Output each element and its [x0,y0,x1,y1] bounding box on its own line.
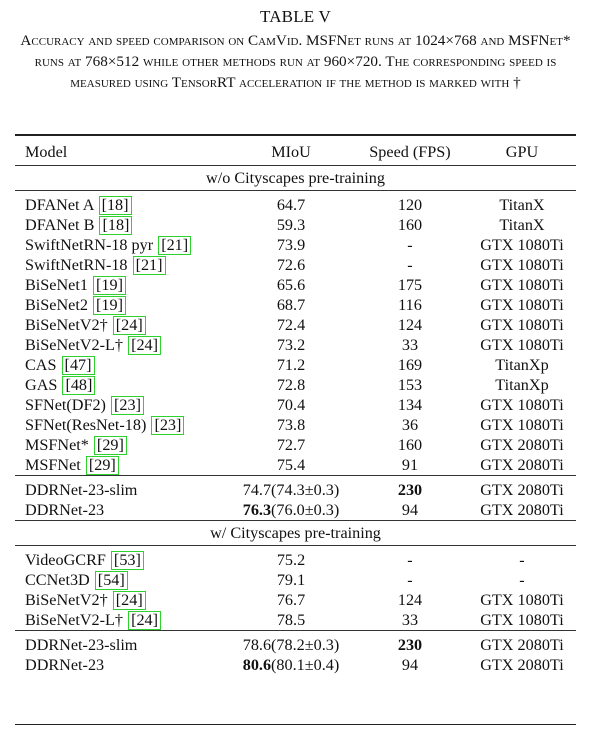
speed-cell: 116 [398,296,422,314]
gpu-cell: GTX 2080Ti [468,631,576,656]
gpu-cell: GTX 1080Ti [480,611,564,629]
citation-link[interactable]: [29] [86,456,119,475]
model-cell [15,355,230,375]
gpu-cell: GTX 1080Ti [480,236,564,254]
speed-cell [352,631,468,656]
citation-number: 47 [69,356,87,374]
gpu-cell: TitanX [468,191,576,216]
model-name: VideoGCRF [25,551,106,569]
miou-cell [230,500,352,521]
table-row [15,455,576,476]
gpu-cell: GTX 1080Ti [480,256,564,274]
gpu-cell: - [468,546,576,571]
miou-cell: 72.6 [276,256,306,274]
table-row [15,295,576,315]
miou-main: 78.6 [242,636,272,654]
gpu-cell: GTX 2080Ti [480,436,564,454]
citation-link[interactable]: [47] [62,356,95,375]
model-name: SFNet(DF2) [25,396,106,414]
model-cell [15,191,230,216]
speed-cell: 120 [352,191,468,216]
speed-value: 94 [401,501,419,519]
model-name: BiSeNetV2-L† [25,336,124,354]
table-row [15,570,576,590]
citation-number: 21 [166,236,183,254]
miou-main: 74.7 [242,481,272,499]
header-gpu: GPU [505,143,539,161]
miou-extra: (80.1±0.4) [271,656,340,674]
model-cell [15,255,230,275]
section-without-pretraining-label: w/o Cityscapes pre-training [15,166,576,191]
miou-cell: 70.4 [276,396,306,414]
results-table [15,139,576,675]
speed-cell: 33 [401,611,419,629]
miou-main: 80.6 [242,656,272,674]
miou-cell [230,631,352,656]
citation-link[interactable]: [18] [99,196,132,215]
miou-cell: 72.7 [276,436,306,454]
table-row [15,355,576,375]
section-with-pretraining-label: w/ Cityscapes pre-training [15,521,576,546]
miou-cell: 78.5 [276,611,306,629]
table-row [15,335,576,355]
speed-cell: - [407,236,413,254]
model-cell [15,215,230,235]
bottom-rule [15,724,576,725]
speed-cell: 169 [397,356,423,374]
gpu-cell: GTX 2080Ti [468,476,576,501]
table-row [15,500,576,521]
speed-cell [352,476,468,501]
model-cell [15,570,230,590]
citation-number: 18 [106,196,124,214]
miou-cell: 75.2 [230,546,352,571]
miou-cell [230,655,352,675]
model-cell [15,295,230,315]
miou-cell: 64.7 [230,191,352,216]
model-name: BiSeNet1 [25,276,88,294]
speed-value: 230 [397,481,423,499]
section-without-pretraining [15,166,576,191]
speed-cell: 160 [397,216,423,234]
model-name: DDRNet-23-slim [15,631,230,656]
model-name: BiSeNet2 [25,296,88,314]
speed-cell: 175 [397,276,423,294]
citation-link[interactable]: [21] [133,256,166,275]
table-row [15,215,576,235]
table-row [15,476,576,501]
model-name: DDRNet-23-slim [15,476,230,501]
model-name: SFNet(ResNet-18) [25,416,147,434]
citation-number: 24 [136,336,153,354]
citation-link[interactable]: [29] [94,436,127,455]
citation-number: 24 [121,591,138,609]
citation-link[interactable]: [24] [128,611,161,630]
model-name: SwiftNetRN-18 pyr [25,236,154,254]
table-row [15,631,576,656]
citation-number: 48 [70,376,88,394]
miou-cell [230,476,352,501]
citation-link[interactable]: [21] [158,236,191,255]
miou-cell: 65.6 [276,276,306,294]
model-name: CAS [25,356,57,374]
table-row [15,235,576,255]
citation-link[interactable]: [19] [93,276,126,295]
citation-number: 53 [119,551,136,569]
gpu-cell: GTX 1080Ti [480,591,564,609]
miou-cell: 73.8 [276,416,306,434]
speed-cell [352,655,468,675]
model-cell [15,235,230,255]
model-cell [15,610,230,631]
table-row [15,315,576,335]
table-row [15,655,576,675]
header-row [15,139,576,166]
results-table-body [15,139,576,675]
model-name: CCNet3D [25,571,90,589]
citation-number: 24 [136,611,153,629]
citation-number: 29 [102,436,119,454]
table-row [15,590,576,610]
top-rule [15,134,576,136]
miou-cell: 79.1 [276,571,306,589]
table-row [15,375,576,395]
table-row [15,546,576,571]
model-name: DDRNet-23 [25,656,105,674]
table-row [15,255,576,275]
gpu-cell: - [519,571,525,589]
miou-cell: 73.2 [276,336,306,354]
miou-cell: 73.9 [276,236,306,254]
speed-cell: - [407,256,413,274]
gpu-cell: GTX 1080Ti [480,416,564,434]
speed-cell: 124 [397,591,423,609]
model-cell [15,455,230,476]
table-row [15,610,576,631]
model-name: BiSeNetV2-L† [25,611,124,629]
citation-link[interactable]: [53] [111,551,144,570]
speed-cell: 36 [401,416,419,434]
miou-cell: 72.8 [276,376,306,394]
speed-cell: 33 [401,336,419,354]
model-cell [15,395,230,415]
model-name: DFANet B [25,216,95,234]
citation-number: 23 [119,396,136,414]
gpu-cell: GTX 2080Ti [480,656,564,674]
speed-value: 230 [397,636,423,654]
model-cell [15,435,230,455]
citation-link[interactable]: [18] [99,216,132,235]
speed-cell: 153 [397,376,423,394]
model-cell [15,546,230,571]
citation-link[interactable]: [23] [151,416,184,435]
citation-number: 24 [121,316,138,334]
model-name: MSFNet [25,456,81,474]
miou-cell: 59.3 [276,216,306,234]
table-row [15,275,576,295]
gpu-cell: GTX 1080Ti [480,336,564,354]
miou-cell: 75.4 [276,456,306,474]
section-with-pretraining [15,521,576,546]
miou-cell: 68.7 [276,296,306,314]
model-name: BiSeNetV2† [25,316,108,334]
model-cell [15,315,230,335]
citation-number: 21 [140,256,158,274]
model-cell [15,335,230,355]
gpu-cell: TitanXp [495,376,549,394]
citation-link[interactable]: [54] [95,571,128,590]
citation-number: 23 [159,416,177,434]
miou-extra: (78.2±0.3) [271,636,340,654]
miou-main: 76.3 [242,501,272,519]
miou-cell: 76.7 [276,591,306,609]
model-name: BiSeNetV2† [25,591,108,609]
model-name: DDRNet-23 [25,501,105,519]
speed-cell: 160 [397,436,423,454]
gpu-cell: TitanXp [495,356,549,374]
header-miou: MIoU [271,143,311,161]
citation-number: 54 [103,571,120,589]
table-row [15,395,576,415]
table-row [15,415,576,435]
gpu-cell: TitanX [499,216,545,234]
miou-extra: (74.3±0.3) [271,481,340,499]
miou-extra: (76.0±0.3) [271,501,340,519]
header-model: Model [25,143,68,161]
speed-cell: 91 [401,456,419,474]
speed-cell: 124 [397,316,423,334]
citation-number: 19 [101,296,118,314]
model-cell [15,590,230,610]
speed-cell [352,500,468,521]
table-title: TABLE V [259,7,332,26]
model-name: MSFNet* [25,436,89,454]
citation-link[interactable]: [24] [113,316,146,335]
table-row [15,435,576,455]
gpu-cell: GTX 2080Ti [480,501,564,519]
model-cell [15,415,230,435]
model-cell [15,275,230,295]
model-name: GAS [25,376,58,394]
citation-number: 19 [101,276,118,294]
model-cell [15,375,230,395]
speed-value: 94 [401,656,419,674]
speed-cell: - [352,546,468,571]
speed-cell: 134 [397,396,423,414]
citation-link[interactable]: [23] [111,396,144,415]
table-caption: Accuracy and speed comparison on CamVid. MSFNet runs at 1024×768 and MSFNet* runs at 768×512 while other methods run at 960×720. The corresponding speed is measured using TensorRT acceleration if the method is marked with † [20,32,571,91]
gpu-cell: GTX 1080Ti [480,296,564,314]
gpu-cell: GTX 1080Ti [480,316,564,334]
citation-link[interactable]: [24] [128,336,161,355]
gpu-cell: GTX 1080Ti [480,396,564,414]
model-name: SwiftNetRN-18 [25,256,128,274]
citation-link[interactable]: [48] [62,376,95,395]
speed-cell: - [407,571,413,589]
miou-cell: 71.2 [276,356,306,374]
gpu-cell: GTX 1080Ti [480,276,564,294]
citation-link[interactable]: [19] [93,296,126,315]
header-speed: Speed (FPS) [369,143,451,161]
gpu-cell: GTX 2080Ti [480,456,564,474]
citation-number: 18 [107,216,125,234]
citation-link[interactable]: [24] [113,591,146,610]
miou-cell: 72.4 [276,316,306,334]
table-row [15,191,576,216]
model-name: DFANet A [25,196,94,214]
citation-number: 29 [94,456,111,474]
